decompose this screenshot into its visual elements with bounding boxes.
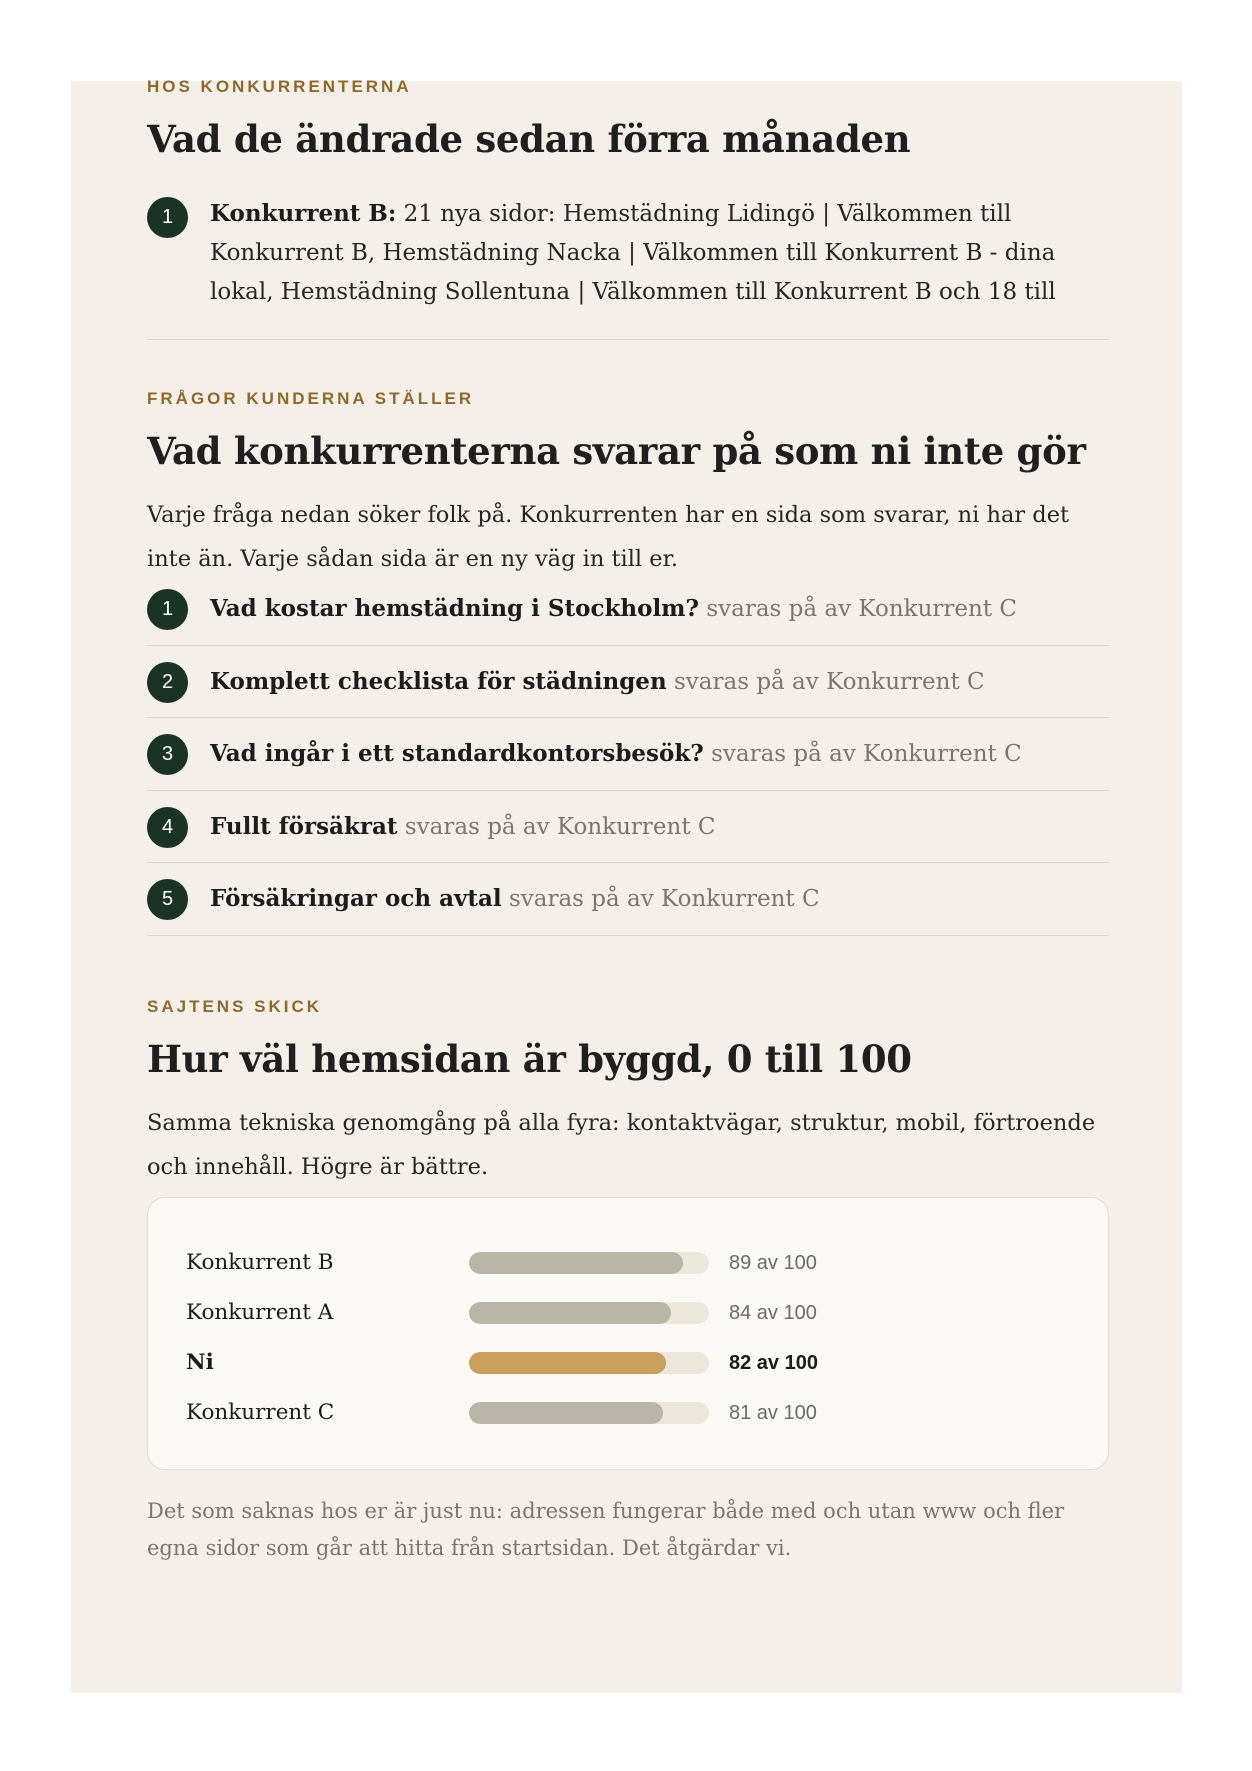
score-bar (469, 1252, 683, 1274)
question-text (210, 809, 716, 845)
answered-by: svaras på av Konkurrent C (706, 596, 1017, 622)
score-value: 81 av 100 (729, 1402, 817, 1424)
section-title: Vad de ändrade sedan förra månaden (147, 117, 911, 161)
item-number-badge: 1 (147, 197, 188, 238)
score-row (186, 1248, 1086, 1278)
section-eyebrow: SAJTENS SKICK (147, 997, 323, 1016)
footnote: Det som saknas hos er är just nu: adressen fungerar både med och utan www och fler egna sidor som går att hitta från startsidan. Det åtgärdar vi. (147, 1499, 1065, 1560)
score-row (186, 1398, 1086, 1428)
question: Komplett checklista för städningen (210, 668, 667, 695)
answered-by: svaras på av Konkurrent C (711, 741, 1022, 767)
score-bar (469, 1402, 663, 1424)
question-row (147, 863, 1109, 935)
question: Vad ingår i ett standardkontorsbesök? (210, 740, 704, 767)
divider (147, 339, 1109, 340)
score-label: Konkurrent C (186, 1400, 335, 1425)
answered-by: svaras på av Konkurrent C (673, 669, 985, 695)
score-track (469, 1352, 709, 1374)
question-text (210, 664, 985, 700)
score-bar (469, 1352, 666, 1374)
section-title: Vad konkurrenterna svarar på som ni inte gör (147, 429, 1086, 473)
report-page (71, 77, 1182, 1693)
section-lead: Samma tekniska genomgång på alla fyra: kontaktvägar, struktur, mobil, förtroende och innehåll. Högre är bättre. (147, 1110, 1096, 1180)
score-value: 89 av 100 (729, 1252, 817, 1274)
competitor-name: Konkurrent B: (210, 200, 397, 227)
score-value: 82 av 100 (729, 1352, 818, 1374)
section-title: Hur väl hemsidan är byggd, 0 till 100 (147, 1037, 912, 1081)
question: Fullt försäkrat (210, 813, 398, 840)
change-description (210, 194, 1110, 312)
question-number-badge: 1 (147, 589, 188, 630)
score-track (469, 1302, 709, 1324)
question-number-badge: 4 (147, 807, 188, 848)
question-text (210, 881, 820, 917)
divider (147, 935, 1109, 936)
score-value: 84 av 100 (729, 1302, 817, 1324)
change-text: 21 nya sidor: Hemstädning Lidingö | Välkommen till Konkurrent B, Hemstädning Nacka | Välkommen till Konkurrent B - dina lokal, Hemstädning Sollentuna | Välkommen till Konkurrent B och 18 till (210, 201, 1056, 305)
score-row (186, 1348, 1086, 1378)
question-number-badge: 2 (147, 662, 188, 703)
question-row (147, 791, 1109, 863)
answered-by: svaras på av Konkurrent C (404, 814, 716, 840)
question-row (147, 718, 1109, 790)
question-number-badge: 3 (147, 734, 188, 775)
section-lead: Varje fråga nedan söker folk på. Konkurrenten har en sida som svarar, ni har det inte än. Varje sådan sida är en ny väg in till er. (147, 502, 1070, 572)
score-row (186, 1298, 1086, 1328)
score-chart (147, 1197, 1109, 1470)
score-track (469, 1402, 709, 1424)
section-eyebrow: FRÅGOR KUNDERNA STÄLLER (147, 389, 475, 408)
question-number-badge: 5 (147, 879, 188, 920)
score-bar (469, 1302, 671, 1324)
answered-by: svaras på av Konkurrent C (508, 886, 820, 912)
score-label: Konkurrent B (186, 1250, 334, 1275)
question-text (210, 591, 1017, 627)
score-label: Ni (186, 1350, 214, 1375)
change-item (147, 197, 1109, 317)
score-track (469, 1252, 709, 1274)
section-eyebrow: HOS KONKURRENTERNA (147, 77, 412, 96)
score-label: Konkurrent A (186, 1300, 334, 1325)
question: Försäkringar och avtal (210, 885, 502, 912)
question-row (147, 646, 1109, 718)
question-row (147, 573, 1109, 645)
question-text (210, 736, 1022, 772)
question: Vad kostar hemstädning i Stockholm? (210, 595, 699, 622)
